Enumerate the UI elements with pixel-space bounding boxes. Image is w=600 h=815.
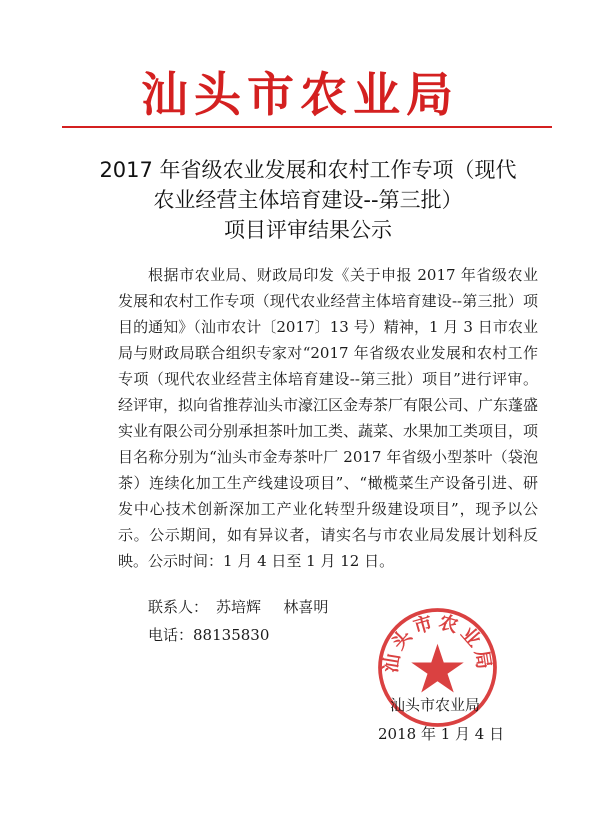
svg-text:汕头市农业局: 汕头市农业局 <box>379 610 496 675</box>
phone-label: 电话： <box>148 626 194 644</box>
contact-people <box>148 596 336 617</box>
contact-name-2: 林喜明 <box>283 598 329 616</box>
notice-title-line-2: 农业经营主体培育建设--第三批） <box>153 188 463 212</box>
body-paragraph: 根据市农业局、财政局印发《关于申报 2017 年省级农业发展和农村工作专项（现代农业经营主体培育建设--第三批）项目的通知》（汕市农计〔2017〕13 号）精神，1 月 3 日市农业局与财政局联合组织专家对“2017 年省级农业发展和农村工作专项（现代农业经营主体培育建设--第三批）项目”进行评审。经评审，拟向省推荐汕头市濠江区金寿茶厂有限公司、广东蓬盛实业有限公司分别承担茶叶加工类、蔬菜、水果加工类项目，项目名称分别为“汕头市金寿茶叶厂 2017 年省级小型茶叶（袋泡茶）连续化加工生产线建设项目”、“橄榄菜生产设备引进、研发中心技术创新深加工产业化转型升级建设项目”，现予以公示。公示期间，如有异议者，请实名与市农业局发展计划科反映。公示时间：1 月 4 日至 1 月 12 日。 <box>118 266 539 570</box>
letterhead-rule <box>62 126 552 128</box>
notice-body <box>118 262 538 574</box>
letterhead-title: 汕头市农业局 <box>141 68 459 123</box>
phone-number: 88135830 <box>193 626 270 644</box>
contact-name-1: 苏培辉 <box>216 598 262 616</box>
notice-title-line-3: 项目评审结果公示 <box>224 218 392 242</box>
contact-label: 联系人： <box>148 598 209 616</box>
notice-title-line-1: 2017 年省级农业发展和农村工作专项（现代 <box>99 158 517 182</box>
signature-date: 2018 年 1 月 4 日 <box>378 725 505 743</box>
signature-org: 汕头市农业局 <box>390 696 481 714</box>
contact-phone <box>148 624 277 645</box>
notice-title <box>80 155 536 245</box>
